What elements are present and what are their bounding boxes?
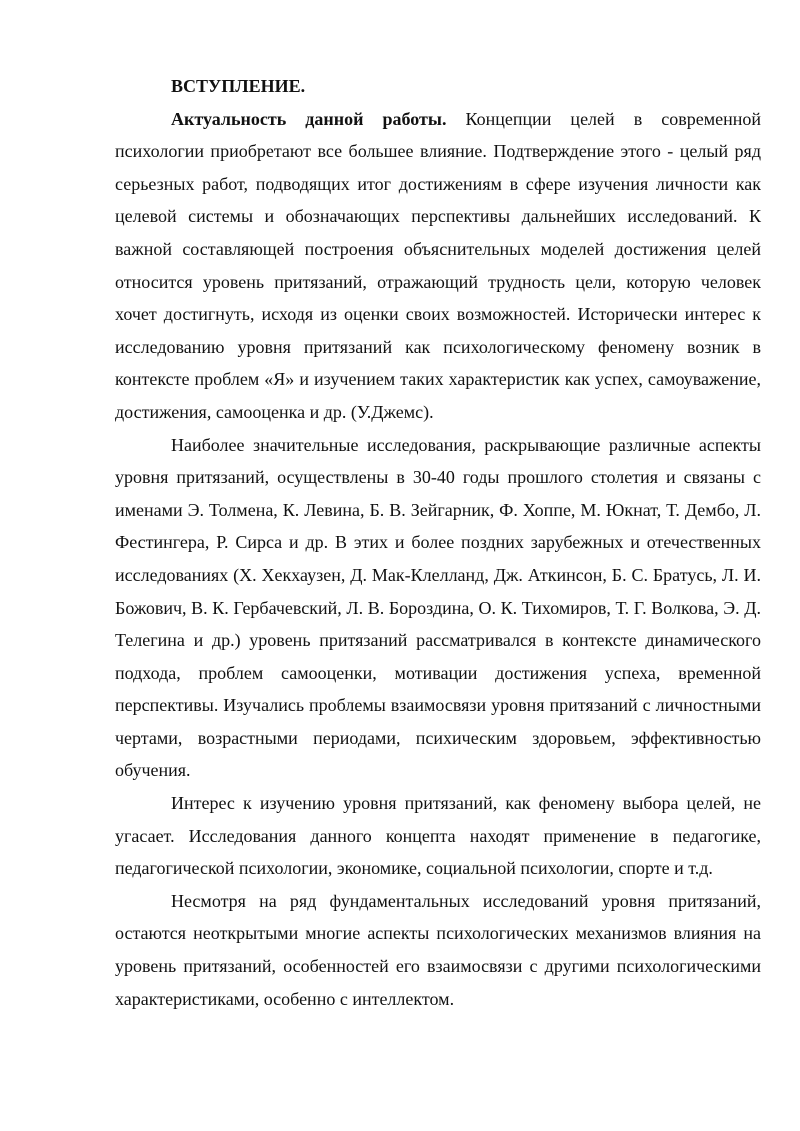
document-body bbox=[115, 70, 761, 1015]
paragraph-relevance bbox=[115, 103, 761, 429]
paragraph-text: Интерес к изучению уровня притязаний, как феномену выбора целей, не угасает. Исследования данного концепта находят применение в педагогике, педагогической психологии, экономике, социальной психологии, спорте и т.д. bbox=[115, 793, 761, 879]
paragraph-open-questions bbox=[115, 885, 761, 1015]
paragraph-text: Концепции целей в современной психологии приобретают все большее влияние. Подтверждение этого - целый ряд серьезных работ, подводящих итог достижениям в сфере изучения личности как целевой системы и обозначающих перспективы дальнейших исследований. К важной составляющей построения объяснительных моделей достижения целей относится уровень притязаний, отражающий трудность цели, которую человек хочет достигнуть, исходя из оценки своих возможностей. Исторически интерес к исследованию уровня притязаний как психологическому феномену возник в контексте проблем «Я» и изучением таких характеристик как успех, самоуважение, достижения, самооценка и др. (У.Джемс). bbox=[115, 108, 761, 422]
paragraph-interest bbox=[115, 787, 761, 885]
paragraph-research bbox=[115, 429, 761, 788]
paragraph-lead: Актуальность данной работы. bbox=[171, 108, 447, 129]
paragraph-text: Наиболее значительные исследования, раскрывающие различные аспекты уровня притязаний, осуществлены в 30-40 годы прошлого столетия и связаны с именами Э. Толмена, К. Левина, Б. В. Зейгарник, Ф. Хоппе, М. Юкнат, Т. Дембо, Л. Фестингера, Р. Сирса и др. В этих и более поздних зарубежных и отечественных исследованиях (Х. Хекхаузен, Д. Мак-Клелланд, Дж. Аткинсон, Б. С. Братусь, Л. И. Божович, В. К. Гербачевский, Л. В. Бороздина, О. К. Тихомиров, Т. Г. Волкова, Э. Д. Телегина и др.) уровень притязаний рассматривался в контексте динамического подхода, проблем самооценки, мотивации достижения успеха, временной перспективы. Изучались проблемы взаимосвязи уровня притязаний с личностными чертами, возрастными периодами, психическим здоровьем, эффективностью обучения. bbox=[115, 434, 761, 781]
section-heading: ВСТУПЛЕНИЕ. bbox=[171, 76, 306, 96]
paragraph-text: Несмотря на ряд фундаментальных исследований уровня притязаний, остаются неоткрытыми многие аспекты психологических механизмов влияния на уровень притязаний, особенностей его взаимосвязи с другими психологическими характеристиками, особенно с интеллектом. bbox=[115, 890, 761, 1009]
